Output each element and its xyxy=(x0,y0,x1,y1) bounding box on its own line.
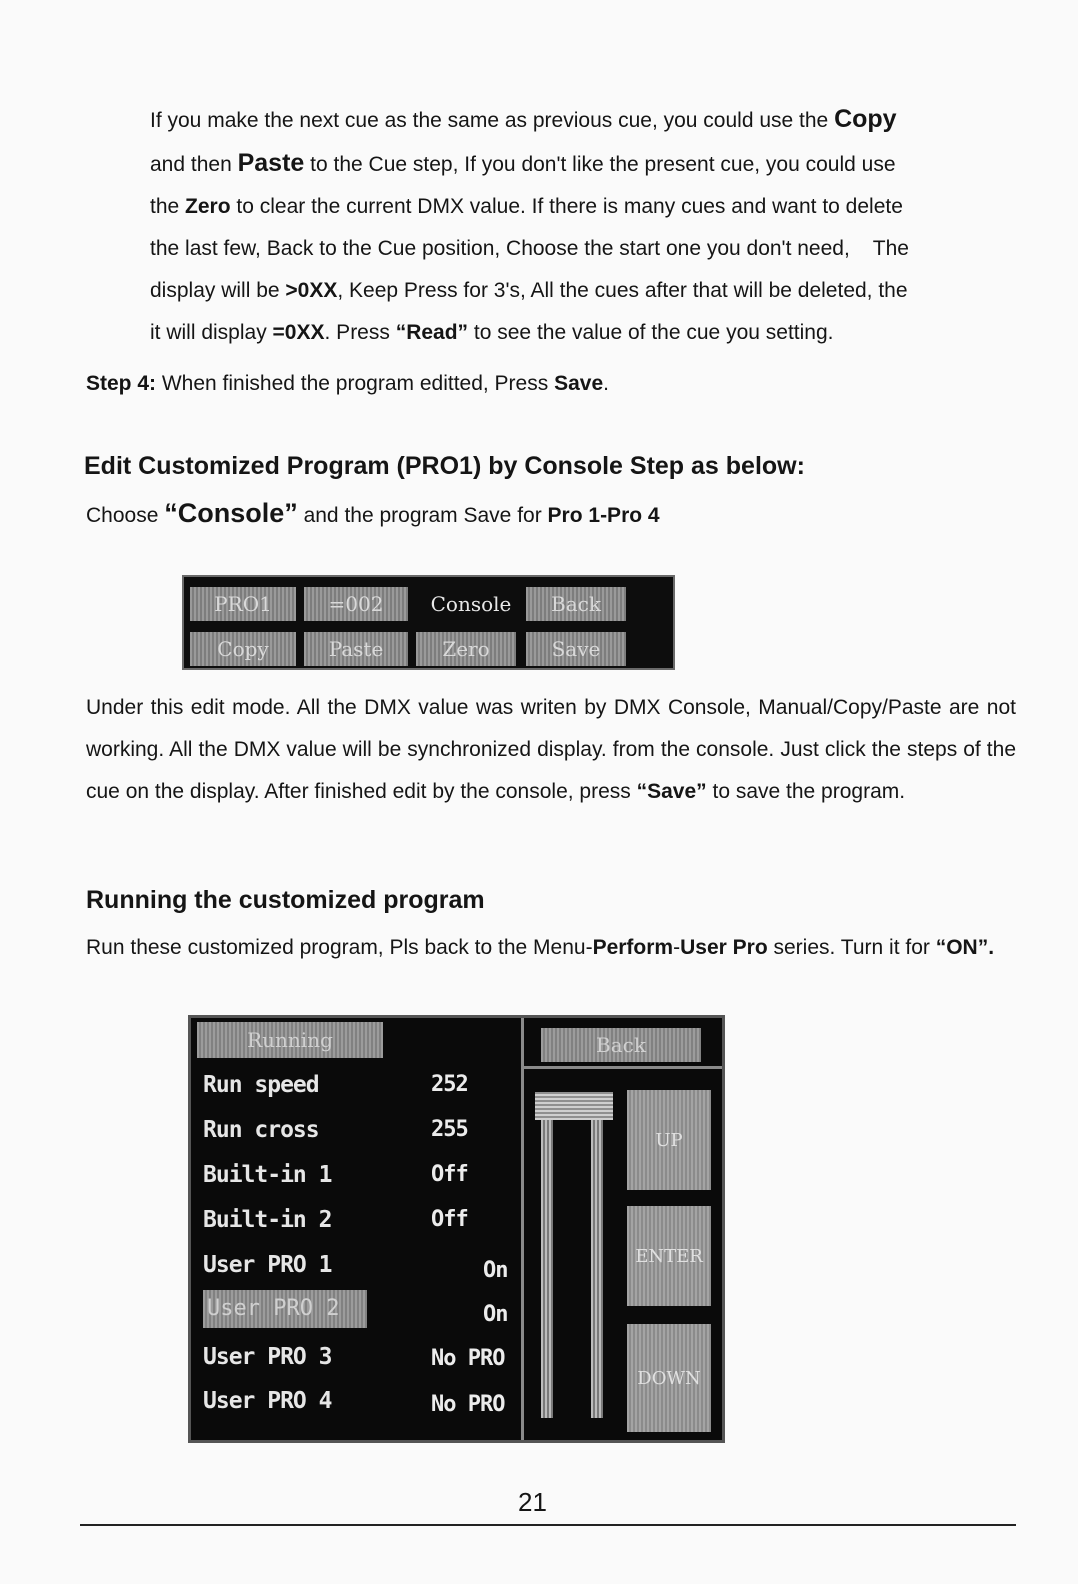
line-2: and then Paste to the Cue step, If you don't like the present cue, you could use xyxy=(150,149,896,177)
intro-paragraph xyxy=(150,98,1020,354)
up-button[interactable]: UP xyxy=(627,1090,711,1190)
menu-item-user-pro-1[interactable]: User PRO 1 xyxy=(203,1252,332,1278)
line-4: the last few, Back to the Cue position, Choose the start one you don't need, The xyxy=(150,237,909,260)
menu-item-user-pro-2[interactable]: User PRO 2 xyxy=(203,1290,367,1328)
back-button[interactable]: Back xyxy=(541,1028,701,1062)
user-pro-1-value: On xyxy=(483,1258,508,1283)
menu-item-built-in-1[interactable]: Built-in 1 xyxy=(203,1162,332,1188)
panel-divider xyxy=(521,1018,524,1440)
running-tab[interactable]: Running xyxy=(197,1022,383,1058)
page-number: 21 xyxy=(518,1487,547,1517)
line-3: the Zero to clear the current DMX value. If there is many cues and want to delete xyxy=(150,195,903,218)
console-mode-paragraph: Under this edit mode. All the DMX value was writen by DMX Console, Manual/Copy/Paste are not working. All the DMX value will be synchronized display. from the console. Just click the steps of the cue on the display. After finished edit by the console, press “Save” to save the program. xyxy=(86,696,1016,803)
built-in-1-value: Off xyxy=(431,1162,468,1187)
run-speed-value: 252 xyxy=(431,1072,468,1097)
menu-item-built-in-2[interactable]: Built-in 2 xyxy=(203,1207,332,1233)
run-cross-value: 255 xyxy=(431,1117,468,1142)
line-5: display will be >0XX, Keep Press for 3's, All the cues after that will be deleted, the xyxy=(150,279,908,302)
menu-item-run-speed[interactable]: Run speed xyxy=(203,1072,319,1098)
scroll-rail-left[interactable] xyxy=(541,1120,553,1418)
scroll-thumb[interactable] xyxy=(535,1092,613,1120)
paste-button[interactable]: Paste xyxy=(304,632,408,666)
copy-button[interactable]: Copy xyxy=(190,632,296,666)
cue-number-display[interactable]: =002 xyxy=(304,587,408,621)
running-intro: Run these customized program, Pls back to the Menu-Perform-User Pro series. Turn it for “ON”. xyxy=(86,936,995,959)
built-in-2-value: Off xyxy=(431,1207,468,1232)
user-pro-4-value: No PRO xyxy=(431,1392,505,1417)
scroll-rail-right[interactable] xyxy=(591,1120,603,1418)
menu-item-user-pro-4[interactable]: User PRO 4 xyxy=(203,1388,332,1414)
user-pro-3-value: No PRO xyxy=(431,1346,505,1371)
enter-button[interactable]: ENTER xyxy=(627,1206,711,1306)
down-button[interactable]: DOWN xyxy=(627,1324,711,1432)
line-6: it will display =0XX. Press “Read” to see the value of the cue you setting. xyxy=(150,321,834,344)
pro1-button[interactable]: PRO1 xyxy=(190,587,296,621)
menu-item-user-pro-3[interactable]: User PRO 3 xyxy=(203,1344,332,1370)
step-4-line: Step 4: When finished the program editted, Press Save. xyxy=(86,372,609,395)
menu-item-run-cross[interactable]: Run cross xyxy=(203,1117,319,1143)
back-button[interactable]: Back xyxy=(526,587,626,621)
save-button[interactable]: Save xyxy=(526,632,626,666)
console-intro: Choose “Console” and the program Save for Pro 1-Pro 4 xyxy=(86,498,660,528)
line-1: If you make the next cue as the same as previous cue, you could use the Copy xyxy=(150,105,897,133)
right-header-divider xyxy=(524,1066,722,1069)
footer-rule xyxy=(80,1524,1016,1526)
zero-button[interactable]: Zero xyxy=(416,632,516,666)
user-pro-2-value: On xyxy=(483,1302,508,1327)
running-menu-screen xyxy=(188,1015,725,1443)
console-edit-screen xyxy=(182,575,675,670)
console-button[interactable]: Console xyxy=(430,592,512,616)
section-heading-console: Edit Customized Program (PRO1) by Console Step as below: xyxy=(84,452,805,480)
section-heading-running: Running the customized program xyxy=(86,886,485,914)
